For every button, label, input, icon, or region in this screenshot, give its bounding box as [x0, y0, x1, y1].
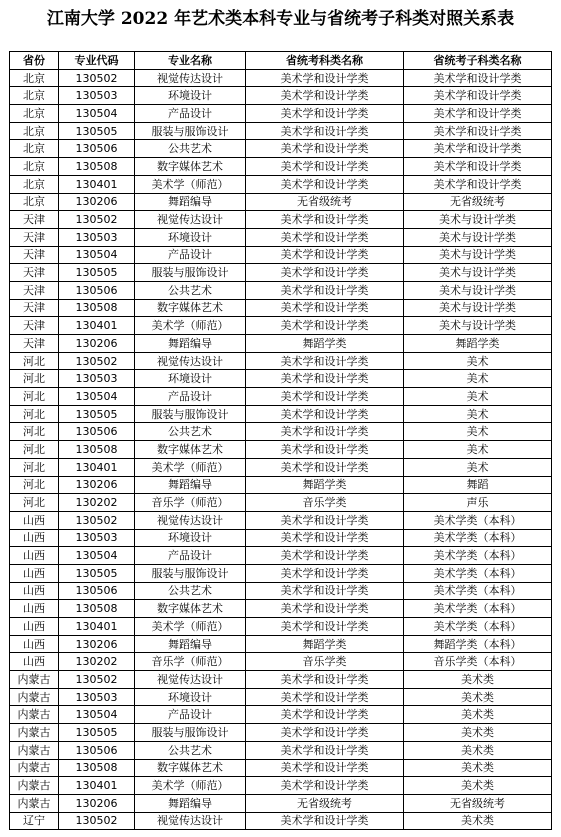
cell-province: 河北: [10, 352, 59, 370]
cell-exam-subcategory: 美术类: [404, 777, 552, 795]
cell-province: 天津: [10, 281, 59, 299]
table-row: [10, 635, 552, 653]
table-row: [10, 511, 552, 529]
header-exam-category: 省统考科类名称: [246, 52, 404, 70]
table-row: [10, 105, 552, 123]
table-row: [10, 388, 552, 406]
cell-exam-category: 美术学和设计学类: [246, 158, 404, 176]
cell-province: 山西: [10, 511, 59, 529]
table-header-row: [10, 52, 552, 70]
cell-exam-subcategory: 美术类: [404, 812, 552, 830]
cell-exam-category: 美术学和设计学类: [246, 69, 404, 87]
table-row: [10, 794, 552, 812]
cell-province: 北京: [10, 175, 59, 193]
mapping-table: [9, 51, 552, 830]
cell-exam-category: 美术学和设计学类: [246, 317, 404, 335]
cell-exam-subcategory: 美术学类（本科）: [404, 564, 552, 582]
cell-exam-subcategory: 美术类: [404, 706, 552, 724]
cell-exam-category: 美术学和设计学类: [246, 529, 404, 547]
cell-exam-subcategory: 美术学类（本科）: [404, 547, 552, 565]
cell-province: 天津: [10, 264, 59, 282]
table-row: [10, 441, 552, 459]
cell-major-code: 130202: [59, 653, 135, 671]
cell-exam-category: 美术学和设计学类: [246, 281, 404, 299]
cell-major-name: 视觉传达设计: [135, 511, 246, 529]
cell-major-name: 产品设计: [135, 547, 246, 565]
cell-province: 山西: [10, 635, 59, 653]
cell-exam-category: 美术学和设计学类: [246, 564, 404, 582]
cell-major-name: 美术学（师范）: [135, 777, 246, 795]
cell-exam-category: 舞蹈学类: [246, 335, 404, 353]
cell-major-name: 视觉传达设计: [135, 352, 246, 370]
page-title: 江南大学 2022 年艺术类本科专业与省统考子科类对照关系表: [46, 9, 515, 29]
cell-exam-subcategory: 美术: [404, 458, 552, 476]
cell-exam-subcategory: 美术学和设计学类: [404, 175, 552, 193]
cell-major-code: 130504: [59, 105, 135, 123]
cell-major-name: 舞蹈编导: [135, 794, 246, 812]
cell-major-name: 产品设计: [135, 706, 246, 724]
cell-major-code: 130401: [59, 175, 135, 193]
cell-exam-category: 美术学和设计学类: [246, 706, 404, 724]
cell-exam-subcategory: 舞蹈学类: [404, 335, 552, 353]
table-row: [10, 547, 552, 565]
cell-exam-subcategory: 美术学和设计学类: [404, 158, 552, 176]
cell-province: 内蒙古: [10, 777, 59, 795]
cell-exam-category: 美术学和设计学类: [246, 405, 404, 423]
cell-province: 山西: [10, 618, 59, 636]
table-row: [10, 458, 552, 476]
cell-major-code: 130506: [59, 741, 135, 759]
cell-major-code: 130202: [59, 494, 135, 512]
cell-major-name: 视觉传达设计: [135, 69, 246, 87]
cell-province: 河北: [10, 458, 59, 476]
table-row: [10, 741, 552, 759]
cell-exam-category: 美术学和设计学类: [246, 175, 404, 193]
cell-province: 内蒙古: [10, 671, 59, 689]
cell-province: 北京: [10, 87, 59, 105]
cell-exam-category: 美术学和设计学类: [246, 458, 404, 476]
cell-exam-subcategory: 美术类: [404, 724, 552, 742]
cell-major-name: 服装与服饰设计: [135, 724, 246, 742]
header-major-code: 专业代码: [59, 52, 135, 70]
cell-exam-category: 美术学和设计学类: [246, 724, 404, 742]
cell-province: 河北: [10, 423, 59, 441]
cell-province: 内蒙古: [10, 688, 59, 706]
cell-exam-category: 舞蹈学类: [246, 635, 404, 653]
cell-province: 天津: [10, 228, 59, 246]
cell-major-name: 公共艺术: [135, 423, 246, 441]
cell-major-code: 130506: [59, 140, 135, 158]
cell-major-name: 服装与服饰设计: [135, 564, 246, 582]
cell-major-code: 130504: [59, 547, 135, 565]
cell-major-code: 130508: [59, 600, 135, 618]
table-row: [10, 476, 552, 494]
cell-exam-subcategory: 美术与设计学类: [404, 317, 552, 335]
cell-major-name: 公共艺术: [135, 582, 246, 600]
cell-exam-category: 美术学和设计学类: [246, 600, 404, 618]
cell-exam-category: 美术学和设计学类: [246, 87, 404, 105]
table-row: [10, 193, 552, 211]
table-row: [10, 653, 552, 671]
cell-major-name: 音乐学（师范）: [135, 494, 246, 512]
cell-province: 辽宁: [10, 812, 59, 830]
cell-exam-subcategory: 美术类: [404, 741, 552, 759]
cell-exam-category: 美术学和设计学类: [246, 388, 404, 406]
table-row: [10, 158, 552, 176]
cell-exam-subcategory: 美术与设计学类: [404, 228, 552, 246]
cell-exam-category: 舞蹈学类: [246, 476, 404, 494]
table-row: [10, 423, 552, 441]
cell-province: 北京: [10, 140, 59, 158]
cell-major-name: 数字媒体艺术: [135, 158, 246, 176]
table-row: [10, 600, 552, 618]
cell-major-name: 环境设计: [135, 228, 246, 246]
table-row: [10, 724, 552, 742]
cell-exam-category: 美术学和设计学类: [246, 618, 404, 636]
cell-major-code: 130506: [59, 582, 135, 600]
cell-major-code: 130401: [59, 317, 135, 335]
cell-exam-subcategory: 美术与设计学类: [404, 211, 552, 229]
cell-major-name: 美术学（师范）: [135, 458, 246, 476]
cell-province: 河北: [10, 476, 59, 494]
cell-major-name: 环境设计: [135, 87, 246, 105]
cell-exam-subcategory: 音乐学类（本科）: [404, 653, 552, 671]
cell-province: 天津: [10, 299, 59, 317]
cell-province: 山西: [10, 582, 59, 600]
table-row: [10, 140, 552, 158]
cell-major-name: 舞蹈编导: [135, 635, 246, 653]
cell-exam-subcategory: 美术学类（本科）: [404, 529, 552, 547]
cell-major-name: 数字媒体艺术: [135, 759, 246, 777]
cell-major-name: 视觉传达设计: [135, 671, 246, 689]
cell-major-code: 130505: [59, 564, 135, 582]
table-row: [10, 281, 552, 299]
cell-exam-category: 美术学和设计学类: [246, 211, 404, 229]
cell-major-name: 产品设计: [135, 388, 246, 406]
cell-major-code: 130503: [59, 529, 135, 547]
table-row: [10, 299, 552, 317]
cell-exam-subcategory: 美术学类（本科）: [404, 600, 552, 618]
header-major-name: 专业名称: [135, 52, 246, 70]
cell-major-name: 音乐学（师范）: [135, 653, 246, 671]
cell-province: 内蒙古: [10, 724, 59, 742]
cell-major-code: 130502: [59, 69, 135, 87]
cell-major-code: 130505: [59, 405, 135, 423]
cell-exam-subcategory: 美术学类（本科）: [404, 511, 552, 529]
cell-major-code: 130401: [59, 458, 135, 476]
cell-exam-subcategory: 无省级统考: [404, 193, 552, 211]
cell-exam-subcategory: 舞蹈: [404, 476, 552, 494]
cell-major-name: 产品设计: [135, 246, 246, 264]
cell-major-code: 130504: [59, 706, 135, 724]
cell-exam-subcategory: 美术学类（本科）: [404, 582, 552, 600]
cell-exam-category: 美术学和设计学类: [246, 352, 404, 370]
cell-exam-subcategory: 美术: [404, 405, 552, 423]
cell-major-code: 130504: [59, 388, 135, 406]
cell-province: 山西: [10, 600, 59, 618]
cell-major-code: 130206: [59, 476, 135, 494]
cell-major-name: 视觉传达设计: [135, 812, 246, 830]
cell-exam-category: 美术学和设计学类: [246, 105, 404, 123]
table-row: [10, 688, 552, 706]
cell-major-name: 环境设计: [135, 370, 246, 388]
cell-province: 河北: [10, 441, 59, 459]
cell-major-name: 服装与服饰设计: [135, 122, 246, 140]
table-row: [10, 706, 552, 724]
table-row: [10, 582, 552, 600]
cell-exam-subcategory: 美术类: [404, 671, 552, 689]
cell-exam-category: 美术学和设计学类: [246, 441, 404, 459]
cell-major-name: 美术学（师范）: [135, 618, 246, 636]
cell-exam-subcategory: 声乐: [404, 494, 552, 512]
cell-major-code: 130503: [59, 87, 135, 105]
table-row: [10, 317, 552, 335]
cell-exam-category: 美术学和设计学类: [246, 741, 404, 759]
table-row: [10, 228, 552, 246]
cell-major-code: 130506: [59, 281, 135, 299]
cell-major-name: 舞蹈编导: [135, 193, 246, 211]
cell-exam-subcategory: 美术与设计学类: [404, 264, 552, 282]
cell-exam-subcategory: 美术学和设计学类: [404, 105, 552, 123]
cell-province: 天津: [10, 317, 59, 335]
cell-major-code: 130502: [59, 211, 135, 229]
table-row: [10, 759, 552, 777]
cell-exam-subcategory: 舞蹈学类（本科）: [404, 635, 552, 653]
cell-province: 山西: [10, 564, 59, 582]
table-row: [10, 671, 552, 689]
cell-exam-subcategory: 美术: [404, 441, 552, 459]
cell-province: 天津: [10, 335, 59, 353]
cell-province: 内蒙古: [10, 706, 59, 724]
cell-exam-category: 美术学和设计学类: [246, 777, 404, 795]
cell-major-name: 美术学（师范）: [135, 175, 246, 193]
cell-major-code: 130206: [59, 794, 135, 812]
cell-exam-subcategory: 美术: [404, 352, 552, 370]
cell-major-name: 舞蹈编导: [135, 476, 246, 494]
cell-province: 天津: [10, 211, 59, 229]
cell-province: 内蒙古: [10, 741, 59, 759]
cell-exam-subcategory: 美术: [404, 423, 552, 441]
cell-exam-category: 美术学和设计学类: [246, 370, 404, 388]
cell-major-name: 美术学（师范）: [135, 317, 246, 335]
table-row: [10, 777, 552, 795]
table-row: [10, 264, 552, 282]
cell-exam-category: 音乐学类: [246, 653, 404, 671]
cell-major-code: 130502: [59, 511, 135, 529]
cell-exam-subcategory: 美术与设计学类: [404, 281, 552, 299]
cell-major-name: 视觉传达设计: [135, 211, 246, 229]
header-province: 省份: [10, 52, 59, 70]
cell-major-code: 130503: [59, 228, 135, 246]
cell-exam-category: 美术学和设计学类: [246, 122, 404, 140]
cell-major-code: 130401: [59, 618, 135, 636]
cell-exam-subcategory: 美术与设计学类: [404, 299, 552, 317]
cell-exam-subcategory: 美术: [404, 388, 552, 406]
cell-exam-subcategory: 美术类: [404, 759, 552, 777]
cell-major-code: 130206: [59, 635, 135, 653]
cell-province: 山西: [10, 547, 59, 565]
cell-exam-category: 美术学和设计学类: [246, 812, 404, 830]
cell-exam-category: 美术学和设计学类: [246, 246, 404, 264]
cell-province: 天津: [10, 246, 59, 264]
table-row: [10, 211, 552, 229]
cell-exam-category: 美术学和设计学类: [246, 759, 404, 777]
cell-major-code: 130502: [59, 671, 135, 689]
table-row: [10, 352, 552, 370]
header-exam-subcategory: 省统考子科类名称: [404, 52, 552, 70]
cell-province: 山西: [10, 529, 59, 547]
cell-exam-category: 美术学和设计学类: [246, 582, 404, 600]
cell-exam-category: 无省级统考: [246, 193, 404, 211]
cell-major-name: 数字媒体艺术: [135, 299, 246, 317]
table-row: [10, 564, 552, 582]
cell-province: 河北: [10, 494, 59, 512]
cell-province: 北京: [10, 122, 59, 140]
cell-exam-category: 美术学和设计学类: [246, 423, 404, 441]
cell-major-code: 130206: [59, 335, 135, 353]
cell-exam-category: 美术学和设计学类: [246, 228, 404, 246]
cell-major-name: 公共艺术: [135, 281, 246, 299]
cell-major-name: 服装与服饰设计: [135, 264, 246, 282]
cell-exam-category: 美术学和设计学类: [246, 511, 404, 529]
cell-major-name: 数字媒体艺术: [135, 600, 246, 618]
cell-major-name: 服装与服饰设计: [135, 405, 246, 423]
table-row: [10, 175, 552, 193]
cell-province: 北京: [10, 69, 59, 87]
cell-major-code: 130508: [59, 441, 135, 459]
cell-major-name: 数字媒体艺术: [135, 441, 246, 459]
cell-exam-subcategory: 美术与设计学类: [404, 246, 552, 264]
cell-province: 山西: [10, 653, 59, 671]
cell-major-code: 130503: [59, 688, 135, 706]
cell-exam-subcategory: 美术: [404, 370, 552, 388]
table-row: [10, 335, 552, 353]
table-row: [10, 370, 552, 388]
cell-major-name: 公共艺术: [135, 140, 246, 158]
cell-exam-category: 美术学和设计学类: [246, 264, 404, 282]
cell-province: 内蒙古: [10, 794, 59, 812]
table-row: [10, 405, 552, 423]
cell-major-code: 130508: [59, 299, 135, 317]
cell-major-code: 130502: [59, 812, 135, 830]
cell-exam-category: 美术学和设计学类: [246, 140, 404, 158]
cell-major-code: 130503: [59, 370, 135, 388]
cell-exam-subcategory: 无省级统考: [404, 794, 552, 812]
cell-province: 河北: [10, 370, 59, 388]
cell-major-code: 130401: [59, 777, 135, 795]
cell-major-code: 130504: [59, 246, 135, 264]
table-row: [10, 529, 552, 547]
cell-exam-subcategory: 美术学和设计学类: [404, 122, 552, 140]
cell-exam-category: 美术学和设计学类: [246, 671, 404, 689]
cell-major-code: 130506: [59, 423, 135, 441]
cell-province: 北京: [10, 193, 59, 211]
cell-exam-subcategory: 美术学和设计学类: [404, 87, 552, 105]
cell-province: 北京: [10, 105, 59, 123]
table-row: [10, 87, 552, 105]
table-row: [10, 122, 552, 140]
cell-major-name: 产品设计: [135, 105, 246, 123]
table-row: [10, 812, 552, 830]
cell-province: 河北: [10, 405, 59, 423]
table-row: [10, 246, 552, 264]
cell-major-code: 130502: [59, 352, 135, 370]
cell-exam-category: 音乐学类: [246, 494, 404, 512]
cell-major-name: 环境设计: [135, 529, 246, 547]
cell-major-name: 舞蹈编导: [135, 335, 246, 353]
cell-exam-subcategory: 美术学类（本科）: [404, 618, 552, 636]
cell-major-code: 130508: [59, 158, 135, 176]
cell-major-code: 130508: [59, 759, 135, 777]
cell-major-code: 130505: [59, 264, 135, 282]
cell-exam-subcategory: 美术类: [404, 688, 552, 706]
cell-exam-category: 美术学和设计学类: [246, 299, 404, 317]
cell-major-name: 公共艺术: [135, 741, 246, 759]
cell-province: 北京: [10, 158, 59, 176]
cell-province: 河北: [10, 388, 59, 406]
cell-province: 内蒙古: [10, 759, 59, 777]
cell-exam-subcategory: 美术学和设计学类: [404, 140, 552, 158]
table-row: [10, 618, 552, 636]
cell-major-code: 130505: [59, 122, 135, 140]
cell-major-code: 130505: [59, 724, 135, 742]
table-row: [10, 69, 552, 87]
cell-exam-category: 美术学和设计学类: [246, 688, 404, 706]
cell-exam-subcategory: 美术学和设计学类: [404, 69, 552, 87]
cell-major-code: 130206: [59, 193, 135, 211]
table-row: [10, 494, 552, 512]
cell-major-name: 环境设计: [135, 688, 246, 706]
cell-exam-category: 美术学和设计学类: [246, 547, 404, 565]
cell-exam-category: 无省级统考: [246, 794, 404, 812]
